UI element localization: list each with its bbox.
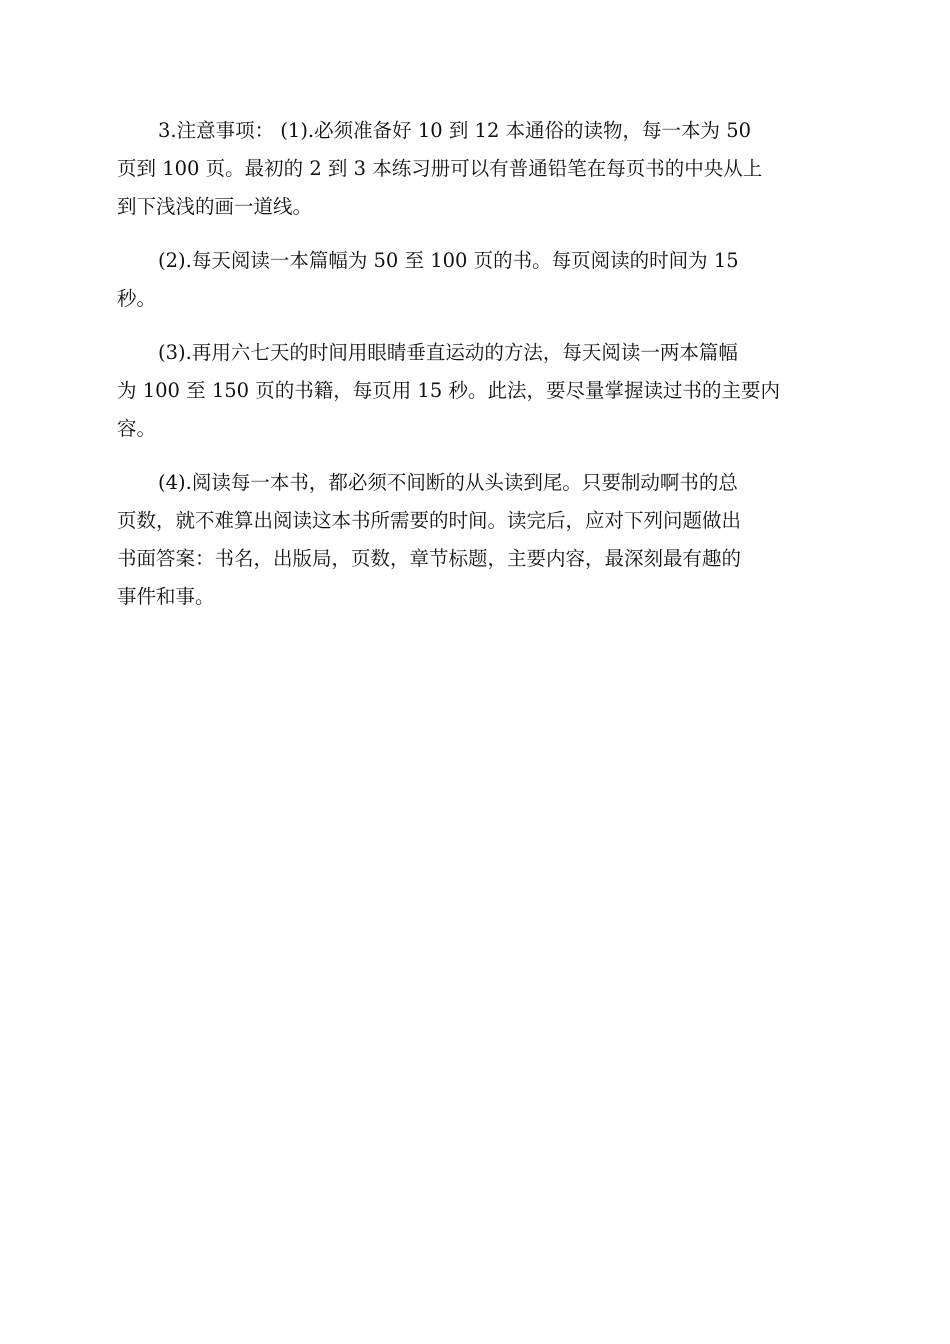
paragraph-notes-2	[117, 242, 837, 318]
paragraph-line: 书面答案：书名，出版局，页数，章节标题，主要内容，最深刻最有趣的	[117, 547, 742, 570]
paragraph-line: (2).每天阅读一本篇幅为 50 至 100 页的书。每页阅读的时间为 15	[158, 249, 739, 272]
paragraph-notes-1	[117, 112, 837, 226]
paragraph-line: (4).阅读每一本书，都必须不间断的从头读到尾。只要制动啊书的总	[158, 471, 738, 494]
paragraph-line: 为 100 至 150 页的书籍，每页用 15 秒。此法，要尽量掌握读过书的主要内	[117, 379, 780, 402]
paragraph-line: 事件和事。	[117, 585, 215, 608]
paragraph-line: 到下浅浅的画一道线。	[117, 195, 313, 218]
paragraph-line: 秒。	[117, 287, 157, 310]
paragraph-line: 页数，就不难算出阅读这本书所需要的时间。读完后，应对下列问题做出	[117, 509, 742, 532]
paragraph-notes-3	[117, 334, 837, 448]
paragraph-line: 容。	[117, 417, 157, 440]
paragraph-line: 页到 100 页。最初的 2 到 3 本练习册可以有普通铅笔在每页书的中央从上	[117, 157, 763, 180]
document-body	[117, 112, 837, 632]
paragraph-line: 3.注意事项： (1).必须准备好 10 到 12 本通俗的读物，每一本为 50	[158, 119, 752, 142]
paragraph-line: (3).再用六七天的时间用眼睛垂直运动的方法，每天阅读一两本篇幅	[158, 341, 738, 364]
paragraph-notes-4	[117, 464, 837, 616]
